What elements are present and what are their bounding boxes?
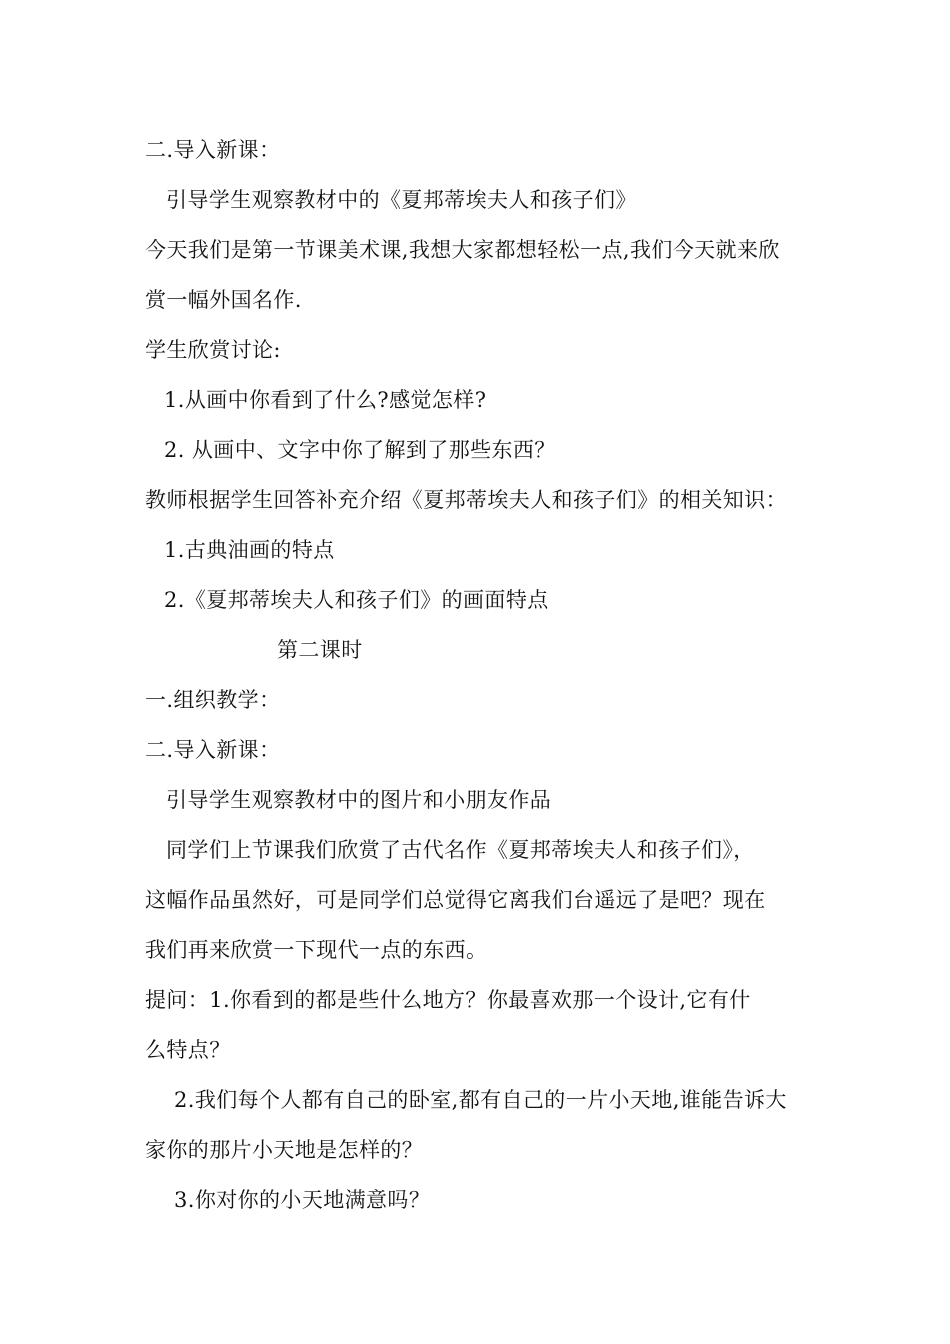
paragraph-first-lesson-cont: 赏一幅外国名作. bbox=[145, 288, 302, 312]
prompt-question-3: 3.你对你的小天地满意吗？ bbox=[174, 1188, 431, 1212]
guide-observe-pictures: 引导学生观察教材中的图片和小朋友作品 bbox=[166, 788, 552, 812]
knowledge-point-2: 2.《夏邦蒂埃夫人和孩子们》的画面特点 bbox=[164, 588, 549, 612]
question-1: 1.从画中你看到了什么?感觉怎样? bbox=[164, 388, 487, 412]
student-discussion-label: 学生欣赏讨论: bbox=[145, 338, 281, 362]
prompt-question-1-cont: 么特点？ bbox=[145, 1038, 231, 1062]
prompt-question-1: 提问：1.你看到的都是些什么地方？你最喜欢那一个设计,它有什 bbox=[145, 988, 751, 1012]
paragraph-first-lesson: 今天我们是第一节课美术课,我想大家都想轻松一点,我们今天就来欣 bbox=[145, 238, 780, 262]
question-2: 2. 从画中、文字中你了解到了那些东西？ bbox=[164, 438, 556, 462]
second-lesson-title: 第二课时 bbox=[277, 638, 363, 662]
prompt-question-2-cont: 家你的那片小天地是怎样的？ bbox=[145, 1138, 424, 1162]
paragraph-last-lesson: 同学们上节课我们欣赏了古代名作《夏邦蒂埃夫人和孩子们》， bbox=[166, 838, 755, 862]
heading-introduce-new-lesson-2: 二.导入新课： bbox=[145, 738, 281, 762]
teacher-supplement: 教师根据学生回答补充介绍《夏邦蒂埃夫人和孩子们》的相关知识： bbox=[145, 488, 787, 512]
paragraph-last-lesson-cont-1: 这幅作品虽然好，可是同学们总觉得它离我们台遥远了是吧？现在 bbox=[145, 888, 766, 912]
knowledge-point-1: 1.古典油画的特点 bbox=[164, 538, 335, 562]
prompt-question-2: 2.我们每个人都有自己的卧室,都有自己的一片小天地,谁能告诉大 bbox=[174, 1088, 787, 1112]
heading-organize-teaching: 一.组织教学： bbox=[145, 688, 281, 712]
guide-observe-painting: 引导学生观察教材中的《夏邦蒂埃夫人和孩子们》 bbox=[166, 188, 637, 212]
paragraph-last-lesson-cont-2: 我们再来欣赏一下现代一点的东西。 bbox=[145, 938, 488, 962]
heading-introduce-new-lesson-1: 二.导入新课： bbox=[145, 138, 281, 162]
